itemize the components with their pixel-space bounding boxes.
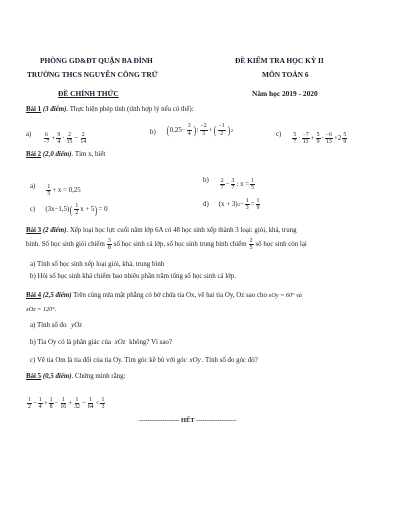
bai2-a-label: a) xyxy=(30,183,36,190)
bai1-b-expression: ( 0,25− $\frac{3}{4}$ ) : $\frac{-2}{3}$ + ( $\frac{-1}{2}$ ) 2 xyxy=(166,123,234,137)
end-marker: ------------------- HẾT ------------------- xyxy=(139,417,237,424)
bai2-b-expression: $\frac{2}{7}$ − $\frac{3}{7}$ : x = $\frac{1}{5}$ xyxy=(220,178,255,192)
bai3-line2 xyxy=(26,238,307,251)
bai3-line1 xyxy=(26,227,297,236)
bai1-a-expression: $\frac{6}{-7}$ + $\frac{9}{4}$ · $\frac{2}{15}$ − $\frac{2}{14}$ xyxy=(43,132,87,146)
bai2-title: Bài 2 xyxy=(26,151,42,158)
subject-title: MÔN TOÁN 6 xyxy=(262,70,309,79)
bai1-title: Bài 1 xyxy=(26,106,42,113)
bai1-c-expression: $\frac{5}{7}$ · $\frac{-7}{13}$ + $\frac{5}{9}$ · $\frac{-6}{13}$ +2 $\frac{5}{9}$ xyxy=(293,132,347,146)
bai2-part-b xyxy=(203,169,256,191)
bai4-text-line1: Trên cùng nửa mặt phẳng có bờ chứa tia Ox, vẽ hai tia Oy, Oz sao cho xyxy=(71,292,267,299)
bai4-qb-angle: xOz xyxy=(114,339,126,346)
bai3-fraction-3-8: $\frac{3}{8}$ xyxy=(107,238,111,252)
bai4-qc-text1: c) Vẽ tia Om là tia đối của tia Oy. Tìm góc kề bù với góc xyxy=(30,357,187,364)
bai3-title: Bài 3 xyxy=(26,227,42,234)
bai4-title: Bài 4 xyxy=(26,292,42,299)
bai3-text-line1: . Xếp loại học lực cuối năm lớp 6A có 48 học sinh xếp thành 3 loại: giỏi, khá, trung xyxy=(66,227,297,234)
school-year: Năm học 2019 - 2020 xyxy=(252,89,318,98)
bai1-points: (3 điểm) xyxy=(42,106,67,113)
bai1-c-label: c) xyxy=(276,131,282,138)
bai3-fraction-2-5: $\frac{2}{5}$ xyxy=(249,238,253,252)
bai2-b-label: b) xyxy=(203,177,209,184)
bai5-instruction: . Chứng minh rằng: xyxy=(71,373,126,380)
bai4-question-b xyxy=(30,339,172,348)
school-name: TRƯỜNG THCS NGUYỄN CÔNG TRỨ xyxy=(27,70,158,79)
bai1-a-label: a) xyxy=(26,131,32,138)
bai5-points: (0,5 điểm) xyxy=(42,373,72,380)
bai2-part-c xyxy=(30,198,108,216)
department-name: PHÒNG GD&ĐT QUẬN BA ĐÌNH xyxy=(40,56,153,65)
bai1-heading xyxy=(26,106,194,113)
bai4-question-a xyxy=(30,322,82,331)
bai1-b-label: b) xyxy=(150,129,156,136)
bai2-heading xyxy=(26,151,105,158)
bai1-part-a xyxy=(26,123,88,145)
bai2-c-expression: (3x−1,5) ( $\frac{1}{2}$ x + 5 ) = 0 xyxy=(45,202,108,217)
bai4-angle-xoy: xOy = 60° và xyxy=(268,292,302,299)
bai1-part-c xyxy=(276,123,348,145)
bai3-question-b: b) Hỏi số học sinh khá chiếm bao nhiêu phần trăm tổng số học sinh cả lớp. xyxy=(30,273,236,280)
bai1-part-b xyxy=(150,121,233,139)
bai3-text-line2c: số học sinh còn lại xyxy=(255,241,307,249)
bai2-part-d xyxy=(203,193,261,211)
bai3-text-line2b: số học sinh cả lớp, số học sinh trung bình chiếm xyxy=(113,241,247,249)
bai2-part-a xyxy=(30,175,81,197)
bai2-d-label: d) xyxy=(203,201,209,208)
bai5-heading xyxy=(26,373,125,382)
bai3-points: (2 điểm) xyxy=(42,227,67,234)
bai4-question-c xyxy=(30,357,258,366)
bai2-instruction: . Tìm x, biết xyxy=(71,151,106,158)
exam-title: ĐỀ KIỂM TRA HỌC KỲ II xyxy=(235,56,324,65)
bai3-text-line2a: bình. Số học sinh giỏi chiếm xyxy=(26,241,105,249)
official-exam-label: ĐỀ CHÍNH THỨC xyxy=(58,89,119,98)
bai4-qb-text1: b) Tia Oy có là phân giác của xyxy=(30,339,111,346)
bai5-title: Bài 5 xyxy=(26,373,42,380)
bai5-inequality xyxy=(26,388,106,410)
bai2-points: (2,0 điểm) xyxy=(42,151,72,158)
bai2-d-expression: (x + 3) 2 − $\frac{1}{3}$ = $\frac{1}{9}$ xyxy=(218,197,260,211)
bai4-qb-text2: không? Vì sao? xyxy=(129,339,172,346)
bai3-question-a: a) Tính số học sinh xếp loại giỏi, khá, trung bình xyxy=(30,261,165,268)
bai4-qa-angle: yOz xyxy=(71,322,82,329)
bai4-qa-text: a) Tính số đo xyxy=(30,322,67,329)
bai2-c-label: c) xyxy=(30,206,36,213)
bai4-qc-angle: xOy xyxy=(189,357,201,364)
bai1-instruction: . Thực hiện phép tính (tính hợp lý nếu có thể): xyxy=(66,106,194,113)
bai4-angle-xoz: xOz = 120°. xyxy=(26,306,57,313)
bai4-qc-text2: . Tính số đo góc đó? xyxy=(201,357,258,364)
bai4-line1 xyxy=(26,292,302,301)
bai2-a-expression: $\frac{1}{5}$ + x = 0,25 xyxy=(47,184,81,198)
bai4-points: (2,5 điểm) xyxy=(42,292,72,299)
bai5-expression: $\frac{1}{2}$ − $\frac{1}{4}$ + $\frac{1}{8}$ − $\frac{1}{16}$ + $\frac{1}{32}$ − $\frac{1}{64}$ < $\frac{1}{3}$ xyxy=(28,397,105,411)
